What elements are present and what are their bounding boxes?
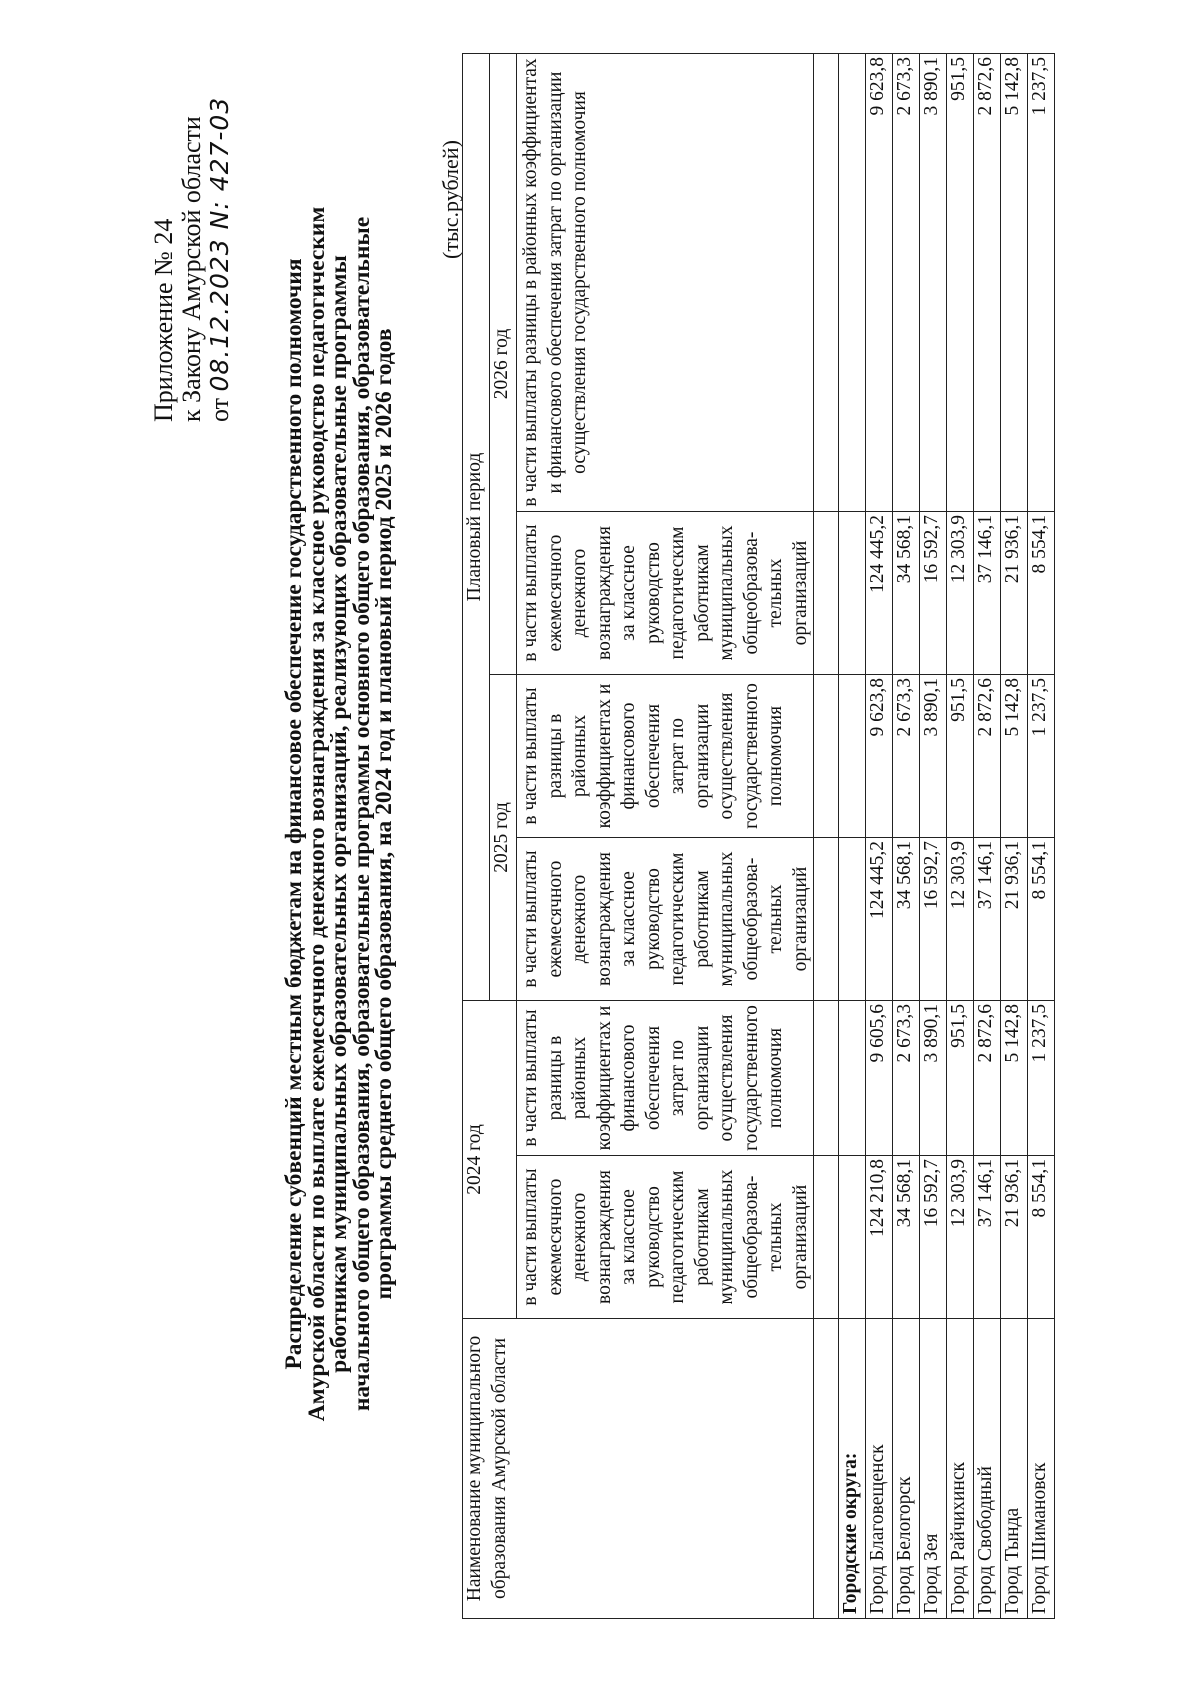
value-2026-coef: 1 237,5 [1028,53,1055,511]
value-2025-coef: 951,5 [947,675,974,838]
table-row [866,53,893,1618]
table-row [1001,53,1028,1618]
appendix-header [150,97,234,422]
value-2026-coef: 2 872,6 [974,53,1001,511]
municipality-name: Город Шимановск [1028,1319,1055,1619]
table-row [1028,53,1055,1618]
value-2024-reward: 16 592,7 [920,1156,947,1319]
value-2024-coef: 951,5 [947,1001,974,1156]
col-2026-reward-header: в части выплаты ежемесячного денежного вознаграждения за классное руководство педагогическим работникам муниципальных общеобразова-тельных организаций [517,512,814,675]
value-2025-coef: 2 872,6 [974,675,1001,838]
year-2026-header: 2026 год [490,53,517,674]
value-2024-reward: 8 554,1 [1028,1156,1055,1319]
value-2024-coef: 9 605,6 [866,1001,893,1156]
value-2024-reward: 34 568,1 [893,1156,920,1319]
value-2026-reward: 12 303,9 [947,512,974,675]
table-row [920,53,947,1618]
title-line: начального общего образования, образовательные программы основного общего образования, образовательные [348,216,375,1412]
subventions-table [462,53,1055,1619]
title-line: работникам муниципальных образовательных организаций, реализующих образовательные программы [326,255,352,1373]
value-2024-coef: 2 872,6 [974,1001,1001,1156]
table-row [974,53,1001,1618]
name-column-header: Наименование муниципального образования Амурской области [463,1319,814,1619]
municipality-name: Город Свободный [974,1319,1001,1619]
units-label: (тыс.рублей) [438,140,463,259]
value-2026-reward: 16 592,7 [920,512,947,675]
document-title [283,124,396,1504]
municipality-name: Город Зея [920,1319,947,1619]
value-2024-coef: 2 673,3 [893,1001,920,1156]
value-2026-reward: 37 146,1 [974,512,1001,675]
appendix-number: Приложение № 24 [149,218,178,422]
value-2025-reward: 16 592,7 [920,838,947,1001]
value-2025-reward: 37 146,1 [974,838,1001,1001]
value-2024-reward: 12 303,9 [947,1156,974,1319]
value-2026-coef: 9 623,8 [866,53,893,511]
group-label: Городские округа: [839,1319,866,1619]
value-2025-coef: 2 673,3 [893,675,920,838]
value-2024-reward: 124 210,8 [866,1156,893,1319]
value-2026-coef: 2 673,3 [893,53,920,511]
group-row [839,53,866,1618]
table-row [947,53,974,1618]
title-line: Амурской области по выплате ежемесячного денежного вознаграждения за классное руководство педагогическим [303,206,330,1422]
municipality-name: Город Тында [1001,1319,1028,1619]
value-2025-coef: 3 890,1 [920,675,947,838]
planned-period-header: Плановый период [463,53,490,1000]
value-2025-coef: 1 237,5 [1028,675,1055,838]
value-2025-coef: 9 623,8 [866,675,893,838]
value-2026-reward: 124 445,2 [866,512,893,675]
municipality-name: Город Благовещенск [866,1319,893,1619]
header-row-years [463,53,490,1618]
table-row [893,53,920,1618]
value-2026-coef: 5 142,8 [1001,53,1028,511]
title-line: программы среднего общего образования, на 2024 год и плановый период 2025 и 2026 годов [371,328,397,1300]
value-2024-reward: 21 936,1 [1001,1156,1028,1319]
value-2026-coef: 3 890,1 [920,53,947,511]
value-2025-reward: 8 554,1 [1028,838,1055,1001]
col-2025-coef-header: в части выплаты разницы в районных коэффициентах и финансового обеспечения затрат по организации осуществления государственного полномочия [517,675,814,838]
value-2024-reward: 37 146,1 [974,1156,1001,1319]
year-2025-header: 2025 год [490,675,517,1001]
appendix-date-prefix: от [205,397,234,422]
value-2025-reward: 12 303,9 [947,838,974,1001]
col-2026-coef-header: в части выплаты разницы в районных коэффициентах и финансового обеспечения затрат по организации осуществления государственного полномочия [517,53,814,511]
value-2025-reward: 21 936,1 [1001,838,1028,1001]
value-2025-coef: 5 142,8 [1001,675,1028,838]
title-line: Распределение субвенций местным бюджетам на финансовое обеспечение государственного полномочия [281,258,307,1370]
value-2026-reward: 34 568,1 [893,512,920,675]
col-2025-reward-header: в части выплаты ежемесячного денежного вознаграждения за классное руководство педагогическим работникам муниципальных общеобразова-тельных организаций [517,838,814,1001]
municipality-name: Город Белогорск [893,1319,920,1619]
value-2026-coef: 951,5 [947,53,974,511]
value-2024-coef: 3 890,1 [920,1001,947,1156]
value-2026-reward: 21 936,1 [1001,512,1028,675]
col-2024-reward-header: в части выплаты ежемесячного денежного вознаграждения за классное руководство педагогическим работникам муниципальных общеобразова-тельных организаций [517,1156,814,1319]
value-2024-coef: 5 142,8 [1001,1001,1028,1156]
value-2024-coef: 1 237,5 [1028,1001,1055,1156]
value-2025-reward: 124 445,2 [866,838,893,1001]
appendix-law-ref: к Закону Амурской области [177,116,206,422]
municipality-name: Город Райчихинск [947,1319,974,1619]
value-2026-reward: 8 554,1 [1028,512,1055,675]
col-2024-coef-header: в части выплаты разницы в районных коэффициентах и финансового обеспечения затрат по организации осуществления государственного полномочия [517,1001,814,1156]
appendix-handwritten-date: 08.12.2023 N: 427-03 [205,96,234,392]
header-spacer-row [814,53,839,1618]
appendix-date-line [206,97,234,422]
value-2025-reward: 34 568,1 [893,838,920,1001]
year-2024-header: 2024 год [463,1001,517,1319]
